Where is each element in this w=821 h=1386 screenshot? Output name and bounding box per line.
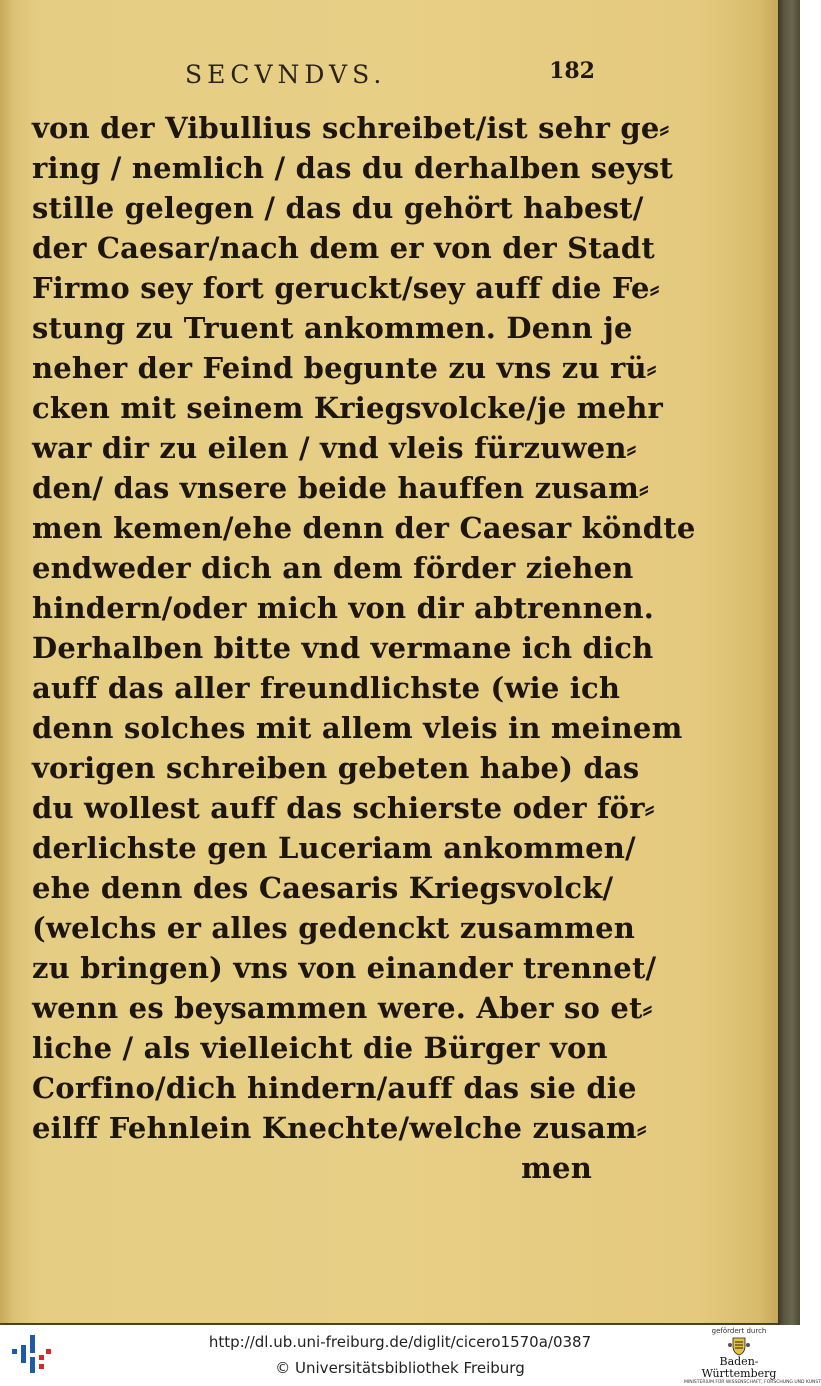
sponsor-block[interactable] — [684, 1327, 821, 1385]
text-line: (welchs er alles gedenckt zusammen — [32, 911, 635, 945]
text-line: wenn es beysammen were. Aber so et⸗ — [32, 991, 653, 1025]
state-crest-icon — [727, 1336, 751, 1356]
text-line: stille gelegen / das du gehört habest/ — [32, 191, 644, 225]
text-line: men — [521, 1151, 592, 1185]
text-line: men kemen/ehe denn der Caesar köndte — [32, 511, 696, 545]
text-line: den/ das vnsere beide hauffen zusam⸗ — [32, 471, 649, 505]
text-line: zu bringen) vns von einander trennet/ — [32, 951, 657, 985]
text-line: Derhalben bitte vnd vermane ich dich — [32, 631, 654, 665]
text-line: endweder dich an dem förder ziehen — [32, 551, 634, 585]
page-header — [185, 60, 595, 100]
copyright-notice: © Universitätsbibliothek Freiburg — [275, 1359, 525, 1377]
text-line: neher der Feind begunte zu vns zu rü⸗ — [32, 351, 657, 385]
text-line: Corfino/dich hindern/auff das sie die — [32, 1071, 637, 1105]
text-line: cken mit seinem Kriegsvolcke/je mehr — [32, 391, 663, 425]
running-head: SECVNDVS. — [185, 60, 387, 89]
text-line: der Caesar/nach dem er von der Stadt — [32, 231, 655, 265]
text-line: von der Vibullius schreibet/ist sehr ge⸗ — [32, 111, 670, 145]
text-line: Firmo sey fort geruckt/sey auff die Fe⸗ — [32, 271, 660, 305]
text-line: du wollest auff das schierste oder för⸗ — [32, 791, 655, 825]
text-line: liche / als vielleicht die Bürger von — [32, 1031, 608, 1065]
text-line: ehe denn des Caesaris Kriegsvolck/ — [32, 871, 614, 905]
footer — [0, 1325, 821, 1385]
text-line: war dir zu eilen / vnd vleis fürzuwen⸗ — [32, 431, 637, 465]
text-line: stung zu Truent ankommen. Denn je — [32, 311, 633, 345]
text-line: vorigen schreiben gebeten habe) das — [32, 751, 640, 785]
sponsor-state-name: Baden-Württemberg — [701, 1355, 777, 1380]
text-line: auff das aller freundlichste (wie ich — [32, 671, 621, 705]
text-line: ring / nemlich / das du derhalben seyst — [32, 151, 674, 185]
sponsor-ministry-name: MINISTERIUM FÜR WISSENSCHAFT, FORSCHUNG UND KUNST — [684, 1380, 821, 1385]
text-line: eilff Fehnlein Knechte/welche zusam⸗ — [32, 1111, 647, 1145]
text-line: derlichste gen Luceriam ankommen/ — [32, 831, 636, 865]
document-url-link[interactable]: http://dl.ub.uni-freiburg.de/diglit/cicero1570a/0387 — [208, 1333, 592, 1351]
sponsor-funded-label: gefördert durch — [711, 1327, 767, 1335]
page-edge — [778, 0, 800, 1325]
page-number: 182 — [549, 58, 595, 84]
text-line: denn solches mit allem vleis in meinem — [32, 711, 683, 745]
body-text — [32, 108, 696, 1188]
text-line: hindern/oder mich von dir abtrennen. — [32, 591, 655, 625]
